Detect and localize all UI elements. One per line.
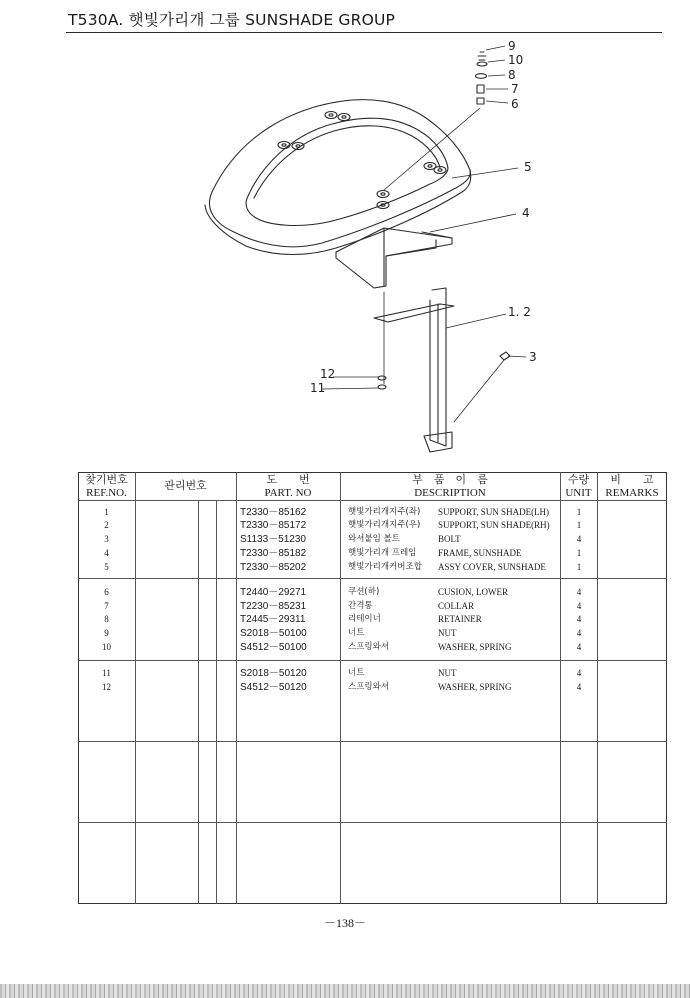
unit-qty: 1 <box>576 507 582 517</box>
cover-hole <box>325 112 337 119</box>
leader-11 <box>322 388 379 389</box>
ref-no: 7 <box>104 601 109 611</box>
table-row <box>78 627 667 640</box>
desc-kr: 너트 <box>348 668 365 678</box>
washer-12 <box>378 376 386 380</box>
header-desc-kr: 부 품 이 름 <box>412 474 488 486</box>
callout-3: 3 <box>529 350 537 364</box>
desc-kr: 햇빛가리개 프레임 <box>348 548 417 558</box>
cover-hole <box>342 116 346 118</box>
cushion-6 <box>477 98 484 104</box>
leader-8 <box>488 75 505 76</box>
ref-no: 10 <box>102 642 111 652</box>
cover-hole <box>377 191 389 198</box>
desc-kr: 스프링와셔 <box>348 682 390 692</box>
leader-1-2 <box>446 314 506 328</box>
desc-en: CUSION, LOWER <box>438 587 508 597</box>
part-no: T2230－85231 <box>240 601 307 612</box>
unit-qty: 1 <box>576 562 582 572</box>
header-part <box>236 474 340 500</box>
table-row <box>78 547 667 560</box>
table-row <box>78 519 667 532</box>
unit-qty: 4 <box>576 614 582 624</box>
cover-hole <box>428 165 432 167</box>
header-desc <box>340 474 560 500</box>
group-divider <box>78 660 667 661</box>
desc-en: WASHER, SPRING <box>438 682 512 692</box>
header-unit <box>560 474 597 500</box>
ref-no: 5 <box>104 562 109 572</box>
unit-qty: 1 <box>576 548 582 558</box>
desc-en: SUPPORT, SUN SHADE(RH) <box>438 520 550 530</box>
desc-en: SUPPORT, SUN SHADE(LH) <box>438 507 550 517</box>
table-row <box>78 681 667 694</box>
scan-artifact-bar <box>0 984 690 998</box>
header-unit-kr: 수량 <box>567 474 590 486</box>
page-title: T530A. 햇빛가리개 그룹 SUNSHADE GROUP <box>68 11 396 29</box>
part-no: T2330－85202 <box>240 562 307 573</box>
part-no: S4512－50120 <box>240 682 307 693</box>
header-unit-en: UNIT <box>565 487 592 499</box>
leader-3 <box>508 356 526 357</box>
page-number: －138－ <box>323 916 366 930</box>
header-remarks <box>597 474 667 500</box>
unit-qty: 1 <box>576 520 582 530</box>
header-ref-en: REF.NO. <box>86 487 127 499</box>
desc-en: NUT <box>438 628 457 638</box>
cover-hole <box>438 169 442 171</box>
desc-en: COLLAR <box>438 601 474 611</box>
callout-1-2: 1. 2 <box>508 305 531 319</box>
unit-qty: 4 <box>576 587 582 597</box>
header-remarks-en: REMARKS <box>605 487 659 499</box>
table-row <box>78 506 667 519</box>
leader-5 <box>452 168 518 178</box>
nut-11 <box>378 385 386 389</box>
table-row <box>78 613 667 626</box>
table-row <box>78 641 667 654</box>
callout-5: 5 <box>524 160 532 174</box>
desc-kr: 간격통 <box>348 601 373 611</box>
spring-washer-10 <box>477 62 487 66</box>
unit-qty: 4 <box>576 682 582 692</box>
cover-hole <box>296 145 300 147</box>
table-row <box>78 600 667 613</box>
header-ref <box>78 474 135 500</box>
support-bracket <box>374 304 454 322</box>
desc-en: FRAME, SUNSHADE <box>438 548 522 558</box>
cover-hole <box>329 114 333 116</box>
group-divider <box>78 822 667 823</box>
leader-6 <box>486 101 508 103</box>
header-ref-kr: 찾기번호 <box>85 474 128 486</box>
callout-10: 10 <box>508 53 524 67</box>
ref-no: 6 <box>104 587 109 597</box>
ref-no: 11 <box>102 668 111 678</box>
sunshade-cover-panel <box>246 118 448 225</box>
part-no: T2440－29271 <box>240 587 307 598</box>
cover-hole <box>282 144 286 146</box>
cover-hole <box>278 142 290 149</box>
header-part-kr: 도 번 <box>266 474 310 486</box>
sunshade-cover-panel-inner <box>254 126 440 198</box>
desc-kr: 쿠션(하) <box>348 587 380 597</box>
sunshade-cover-edge <box>205 170 471 255</box>
part-no: T2330－85162 <box>240 507 307 518</box>
desc-en: RETAINER <box>438 614 482 624</box>
part-no: S2018－50100 <box>240 628 307 639</box>
hardware-stack-9-10 <box>478 52 486 60</box>
ref-no: 12 <box>102 682 111 692</box>
unit-qty: 4 <box>576 534 582 544</box>
part-no: S2018－50120 <box>240 668 307 679</box>
ref-no: 2 <box>104 520 109 530</box>
header-mgmt: 관리번호 <box>164 480 207 492</box>
desc-kr: 햇빛가리개지주(좌) <box>348 507 421 517</box>
leader-4 <box>430 214 516 232</box>
desc-en: NUT <box>438 668 457 678</box>
cover-hole <box>381 193 385 195</box>
cover-hole <box>338 114 350 121</box>
sunshade-frame <box>336 228 452 288</box>
callout-8: 8 <box>508 68 516 82</box>
header-rule <box>66 32 662 33</box>
callout-11: 11 <box>310 381 326 395</box>
table-row <box>78 586 667 599</box>
desc-en: ASSY COVER, SUNSHADE <box>438 562 546 572</box>
desc-en: BOLT <box>438 534 461 544</box>
leader-9 <box>486 46 505 50</box>
ref-no: 9 <box>104 628 109 638</box>
leader-10 <box>488 60 505 62</box>
part-no: S4512－50100 <box>240 642 307 653</box>
ref-no: 3 <box>104 534 109 544</box>
desc-kr: 스프링와셔 <box>348 642 390 652</box>
part-no: T2445－29311 <box>240 614 306 625</box>
table-row <box>78 533 667 546</box>
group-divider <box>78 741 667 742</box>
part-no: T2330－85182 <box>240 548 307 559</box>
desc-kr: 햇빛가리개지주(우) <box>348 520 421 530</box>
unit-qty: 4 <box>576 601 582 611</box>
desc-kr: 와셔붙임 볼트 <box>348 534 400 544</box>
part-no: S1133－51230 <box>240 534 306 545</box>
desc-kr: 리테이너 <box>348 614 381 624</box>
ref-no: 8 <box>104 614 109 624</box>
callout-12: 12 <box>320 367 336 381</box>
group-divider <box>78 578 667 579</box>
unit-qty: 4 <box>576 668 582 678</box>
desc-kr: 햇빛가리개커버조합 <box>348 562 422 572</box>
collar-7 <box>477 85 484 93</box>
callout-9: 9 <box>508 39 516 53</box>
callout-4: 4 <box>522 206 530 220</box>
sunshade-exploded-diagram <box>0 36 690 466</box>
unit-qty: 4 <box>576 642 582 652</box>
header-desc-en: DESCRIPTION <box>414 487 486 499</box>
header-divider <box>78 500 667 501</box>
retainer-8 <box>476 74 487 79</box>
support-bracket-top <box>432 288 446 306</box>
callout-7: 7 <box>511 82 519 96</box>
header-remarks-kr: 비 고 <box>610 474 654 486</box>
table-row <box>78 561 667 574</box>
ref-no: 1 <box>104 507 109 517</box>
bolt-3-line <box>454 360 504 422</box>
part-no: T2330－85172 <box>240 520 307 531</box>
ref-no: 4 <box>104 548 109 558</box>
table-row <box>78 667 667 680</box>
desc-en: WASHER, SPRING <box>438 642 512 652</box>
header-part-en: PART. NO <box>264 487 312 499</box>
unit-qty: 4 <box>576 628 582 638</box>
desc-kr: 너트 <box>348 628 365 638</box>
callout-6: 6 <box>511 97 519 111</box>
parts-table <box>78 472 667 904</box>
assembly-line <box>384 108 480 190</box>
